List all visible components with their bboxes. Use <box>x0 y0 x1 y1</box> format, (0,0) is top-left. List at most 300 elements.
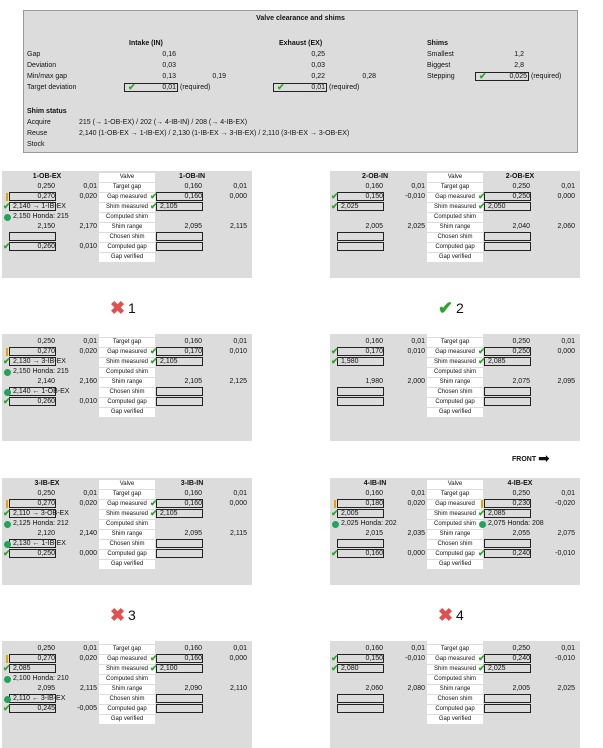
shim-measured-value: 2,105 <box>160 510 178 517</box>
target-gap-deviation: 0,01 <box>83 490 97 497</box>
row-label-gap-measured: Gap measured <box>99 193 155 202</box>
shim-range-high: 2,115 <box>230 223 247 230</box>
chosen-shim-field[interactable] <box>337 232 384 241</box>
valve-block-top <box>330 173 580 280</box>
row-label-computed-gap: Computed gap <box>99 705 155 714</box>
row-label-computed-shim: Computed shim <box>99 368 155 377</box>
biggest-value: 2,8 <box>514 62 524 69</box>
target-gap-value: 0,250 <box>37 183 55 190</box>
check-icon: ✔ <box>3 548 11 558</box>
target-gap-value: 0,160 <box>365 645 383 652</box>
in-target-value: 0,01 <box>162 84 176 91</box>
target-gap-value: 0,250 <box>512 490 530 497</box>
target-gap-value: 0,250 <box>37 645 55 652</box>
chosen-shim-field[interactable] <box>337 694 384 703</box>
check-icon: ✔ <box>478 663 486 673</box>
gap-measured-value: 0,150 <box>365 193 383 200</box>
target-gap-value: 0,160 <box>365 490 383 497</box>
ex-dev-value: 0,03 <box>311 62 325 69</box>
shim-range-low: 2,105 <box>184 378 202 385</box>
chosen-shim-field[interactable] <box>484 387 531 396</box>
row-label-computed-shim: Computed shim <box>427 675 483 684</box>
check-icon: ✔ <box>478 191 486 201</box>
shim-range-low: 2,120 <box>37 530 55 537</box>
computed-gap-deviation: 0,000 <box>79 550 97 557</box>
row-label-valve: Valve <box>427 480 483 489</box>
computed-shim-value: 2,150 Honda: 215 <box>13 368 69 375</box>
gap-measured-deviation: 0,020 <box>79 193 97 200</box>
in-min-value: 0,13 <box>162 73 176 80</box>
cylinder-panel-1 <box>2 171 252 441</box>
shim-measured-value: 2,085 <box>13 665 31 672</box>
check-icon: ✔ <box>150 663 158 673</box>
row-label-chosen-shim: Chosen shim <box>99 388 155 397</box>
shim-range-high: 2,025 <box>557 685 575 692</box>
row-label-gap-measured: Gap measured <box>427 655 483 664</box>
row-label-computed-gap: Computed gap <box>427 550 483 559</box>
green-dot-icon <box>4 389 11 396</box>
cylinder-status-area <box>330 278 580 334</box>
reuse-label: Reuse <box>27 130 48 137</box>
row-label-shim-range: Shim range <box>427 530 483 539</box>
in-max-value: 0,19 <box>212 73 226 80</box>
check-icon: ✔ <box>3 703 11 713</box>
target-gap-value: 0,160 <box>184 183 202 190</box>
computed-gap-deviation: -0,005 <box>77 705 97 712</box>
row-label-computed-shim: Computed shim <box>99 213 155 222</box>
chosen-shim-field[interactable] <box>484 539 531 548</box>
gap-measured-value: 0,270 <box>37 348 55 355</box>
target-gap-value: 0,250 <box>512 338 530 345</box>
green-dot-icon <box>4 214 11 221</box>
computed-gap-field[interactable] <box>484 397 531 406</box>
computed-gap-value: 0,240 <box>512 550 530 557</box>
gap-measured-deviation: 0,010 <box>229 348 247 355</box>
row-label-computed-gap: Computed gap <box>427 705 483 714</box>
exhaust-header: Exhaust (EX) <box>279 40 323 47</box>
computed-gap-value: 0,160 <box>365 550 383 557</box>
target-gap-deviation: 0,01 <box>233 183 247 190</box>
shim-range-high: 2,115 <box>80 685 97 692</box>
check-icon: ✔ <box>150 508 158 518</box>
gap-measured-deviation: 0,000 <box>229 500 247 507</box>
acquire-label: Acquire <box>27 119 51 126</box>
row-label-computed-gap: Computed gap <box>427 243 483 252</box>
shim-measured-value: 2,100 <box>160 665 178 672</box>
computed-gap-field[interactable] <box>484 704 531 713</box>
warning-bar-icon <box>481 500 483 508</box>
stock-label: Stock <box>27 141 45 148</box>
shim-measured-value: 1,980 <box>341 358 359 365</box>
row-label-gap-verified: Gap verified <box>99 715 155 724</box>
shim-range-low: 2,090 <box>184 685 202 692</box>
shim-measured-value: 2,105 <box>160 203 178 210</box>
check-icon: ✔ <box>478 356 486 366</box>
target-gap-value: 0,250 <box>37 338 55 345</box>
valve-title: 1-OB-IN <box>178 173 206 180</box>
row-label-shim-measured: Shim measured <box>427 358 483 367</box>
shim-range-low: 2,040 <box>512 223 530 230</box>
gap-measured-deviation: 0,000 <box>229 655 247 662</box>
gap-measured-value: 0,240 <box>512 655 530 662</box>
valve-title: 4-IB-EX <box>507 480 533 487</box>
row-label-shim-range: Shim range <box>427 223 483 232</box>
shim-range-high: 2,075 <box>557 530 575 537</box>
smallest-value: 1,2 <box>514 51 524 58</box>
row-label-shim-range: Shim range <box>427 685 483 694</box>
warning-bar-icon <box>6 500 8 508</box>
row-label-gap-measured: Gap measured <box>99 348 155 357</box>
target-gap-deviation: 0,01 <box>83 338 97 345</box>
check-icon: ✔ <box>478 508 486 518</box>
computed-gap-field[interactable] <box>156 549 203 558</box>
warning-bar-icon <box>334 500 336 508</box>
shim-range-high: 2,080 <box>407 685 425 692</box>
cylinder-number: 2 <box>456 300 464 316</box>
cylinder-number: 3 <box>128 607 136 623</box>
gap-measured-value: 0,230 <box>512 500 530 507</box>
target-gap-deviation: 0,01 <box>411 645 425 652</box>
gap-measured-deviation: -0,010 <box>405 655 425 662</box>
row-label-shim-measured: Shim measured <box>427 665 483 674</box>
cylinder-status-area <box>2 278 252 334</box>
chosen-shim-field[interactable] <box>484 694 531 703</box>
gap-measured-value: 0,160 <box>184 193 202 200</box>
shim-range-low: 2,060 <box>365 685 383 692</box>
check-icon: ✔ <box>438 298 454 318</box>
acquire-value: 215 (→ 1-OB-EX) / 202 (→ 4-IB-IN) / 208 (→ 4-IB-EX) <box>79 119 248 126</box>
check-icon: ✔ <box>3 508 11 518</box>
computed-gap-deviation: -0,010 <box>555 550 575 557</box>
row-label-chosen-shim: Chosen shim <box>99 695 155 704</box>
stepping-required-text: (required) <box>531 73 562 80</box>
gap-measured-deviation: 0,000 <box>557 348 575 355</box>
gap-measured-deviation: 0,020 <box>407 500 425 507</box>
target-gap-deviation: 0,01 <box>411 490 425 497</box>
shim-range-low: 2,055 <box>512 530 530 537</box>
chosen-shim-field[interactable] <box>156 232 203 241</box>
shim-range-high: 2,160 <box>79 378 97 385</box>
green-dot-icon <box>4 541 11 548</box>
gap-measured-value: 0,170 <box>184 348 202 355</box>
check-icon: ✔ <box>331 663 339 673</box>
computed-shim-value: 2,150 Honda: 215 <box>13 213 69 220</box>
cross-icon: ✖ <box>110 298 126 318</box>
chosen-shim-field[interactable] <box>156 539 203 548</box>
valve-block-top <box>2 173 252 280</box>
shim-range-low: 2,140 <box>37 378 55 385</box>
computed-gap-field[interactable] <box>156 704 203 713</box>
chosen-shim-field[interactable] <box>484 232 531 241</box>
check-icon: ✔ <box>331 653 339 663</box>
reuse-value: 2,140 (1-OB-EX → 1-IB-EX) / 2,130 (1-IB-EX → 3-IB-EX) / 2,110 (3-IB-EX → 3-OB-EX) <box>79 130 350 137</box>
computed-gap-field[interactable] <box>156 397 203 406</box>
target-gap-value: 0,160 <box>365 338 383 345</box>
shim-measured-value: 2,140 → 1-IB-EX <box>13 203 66 210</box>
check-icon: ✔ <box>331 346 339 356</box>
row-label-chosen-shim: Chosen shim <box>427 540 483 549</box>
computed-gap-field[interactable] <box>337 704 384 713</box>
computed-gap-value: 0,260 <box>37 398 55 405</box>
shim-range-low: 2,150 <box>37 223 55 230</box>
check-icon: ✔ <box>331 548 339 558</box>
row-label-target-gap: Target gap <box>427 338 483 347</box>
gap-label: Gap <box>27 51 41 58</box>
gap-measured-deviation: 0,000 <box>229 193 247 200</box>
check-icon: ✔ <box>3 663 11 673</box>
row-label-shim-measured: Shim measured <box>427 510 483 519</box>
target-gap-deviation: 0,01 <box>561 338 575 345</box>
shim-range-high: 2,095 <box>557 378 575 385</box>
shim-range-high: 2,000 <box>407 378 425 385</box>
shim-measured-value: 2,025 <box>488 665 506 672</box>
cylinder-status-area <box>330 585 580 641</box>
target-gap-value: 0,160 <box>184 645 202 652</box>
green-dot-icon <box>4 676 11 683</box>
row-label-computed-shim: Computed shim <box>427 520 483 529</box>
shims-header: Shims <box>427 40 449 47</box>
check-icon: ✔ <box>150 653 158 663</box>
minmax-label: Min/max gap <box>27 73 68 80</box>
cylinder-panel-3 <box>2 478 252 748</box>
target-gap-deviation: 0,01 <box>411 338 425 345</box>
ex-target-value: 0,01 <box>311 84 325 91</box>
shim-range-low: 1,980 <box>365 378 383 385</box>
valve-title: 1-OB-EX <box>32 173 62 180</box>
row-label-gap-measured: Gap measured <box>99 655 155 664</box>
green-dot-icon <box>4 696 11 703</box>
shim-range-high: 2,170 <box>79 223 97 230</box>
shim-measured-value: 2,080 <box>341 665 359 672</box>
shim-range-high: 2,025 <box>407 223 425 230</box>
target-gap-value: 0,160 <box>184 490 202 497</box>
row-label-shim-range: Shim range <box>99 223 155 232</box>
gap-measured-value: 0,250 <box>512 348 530 355</box>
computed-shim-value: 2,125 Honda: 212 <box>13 520 69 527</box>
row-label-chosen-shim: Chosen shim <box>427 388 483 397</box>
computed-gap-deviation: 0,010 <box>79 398 97 405</box>
check-icon: ✔ <box>3 241 11 251</box>
shim-range-high: 2,035 <box>407 530 425 537</box>
check-icon: ✔ <box>478 653 486 663</box>
stepping-value: 0,025 <box>509 73 527 80</box>
cross-icon: ✖ <box>110 605 126 625</box>
check-icon: ✔ <box>331 508 339 518</box>
target-gap-deviation: 0,01 <box>411 183 425 190</box>
chosen-shim-value: 2,140 ← 1-OB-EX <box>13 388 70 395</box>
check-icon: ✔ <box>150 346 158 356</box>
check-icon: ✔ <box>478 201 486 211</box>
valve-title: 2-OB-EX <box>505 173 535 180</box>
row-label-computed-gap: Computed gap <box>427 398 483 407</box>
shim-range-high: 2,115 <box>230 530 247 537</box>
row-label-target-gap: Target gap <box>99 338 155 347</box>
intake-header: Intake (IN) <box>129 40 163 47</box>
check-icon: ✔ <box>331 356 339 366</box>
row-label-computed-shim: Computed shim <box>99 675 155 684</box>
row-label-gap-verified: Gap verified <box>427 715 483 724</box>
computed-shim-value: 2,100 Honda: 210 <box>13 675 69 682</box>
shim-measured-value: 2,110 → 3-OB-EX <box>13 510 69 517</box>
chosen-shim-value: 2,130 ← 1-IB-EX <box>13 540 66 547</box>
row-label-computed-gap: Computed gap <box>99 550 155 559</box>
gap-measured-deviation: 0,020 <box>79 348 97 355</box>
cylinder-number: 1 <box>128 300 136 316</box>
chosen-shim-field[interactable] <box>156 694 203 703</box>
green-dot-icon <box>4 369 11 376</box>
check-icon: ✔ <box>3 396 11 406</box>
target-gap-value: 0,250 <box>512 645 530 652</box>
row-label-gap-verified: Gap verified <box>99 408 155 417</box>
target-gap-deviation: 0,01 <box>233 490 247 497</box>
gap-measured-value: 0,160 <box>184 500 202 507</box>
shim-measured-value: 2,085 <box>488 358 506 365</box>
in-gap-value: 0,16 <box>162 51 176 58</box>
computed-gap-value: 0,250 <box>37 550 55 557</box>
target-deviation-label: Target deviation <box>27 84 77 91</box>
ex-gap-value: 0,25 <box>311 51 325 58</box>
check-icon: ✔ <box>3 356 11 366</box>
row-label-gap-measured: Gap measured <box>427 348 483 357</box>
valve-title: 3-IB-IN <box>180 480 204 487</box>
shim-range-low: 2,075 <box>512 378 530 385</box>
row-label-target-gap: Target gap <box>99 645 155 654</box>
valve-title: 4-IB-IN <box>363 480 387 487</box>
cylinder-panel-4 <box>330 478 580 748</box>
cylinder-number: 4 <box>456 607 464 623</box>
gap-measured-deviation: 0,010 <box>407 348 425 355</box>
target-gap-value: 0,250 <box>37 490 55 497</box>
shim-range-high: 2,060 <box>557 223 575 230</box>
chosen-shim-field[interactable] <box>9 232 56 241</box>
green-dot-icon <box>4 521 11 528</box>
chosen-shim-field[interactable] <box>156 387 203 396</box>
target-gap-deviation: 0,01 <box>83 645 97 652</box>
cylinder-panel-2 <box>330 171 580 441</box>
row-label-shim-measured: Shim measured <box>99 665 155 674</box>
shim-measured-value: 2,130 → 3-IB-EX <box>13 358 66 365</box>
green-dot-icon <box>332 521 339 528</box>
row-label-target-gap: Target gap <box>99 183 155 192</box>
row-label-gap-verified: Gap verified <box>99 560 155 569</box>
row-label-gap-measured: Gap measured <box>427 500 483 509</box>
gap-measured-value: 0,160 <box>184 655 202 662</box>
target-gap-value: 0,250 <box>512 183 530 190</box>
computed-gap-field[interactable] <box>484 242 531 251</box>
row-label-shim-range: Shim range <box>99 685 155 694</box>
cross-icon: ✖ <box>438 605 454 625</box>
row-label-computed-shim: Computed shim <box>99 520 155 529</box>
row-label-valve: Valve <box>99 173 155 182</box>
gap-measured-deviation: 0,020 <box>79 655 97 662</box>
valve-block-bottom <box>330 635 580 742</box>
check-icon: ✔ <box>478 548 486 558</box>
row-label-shim-measured: Shim measured <box>99 358 155 367</box>
stepping-label: Stepping <box>427 73 455 80</box>
row-label-computed-shim: Computed shim <box>427 213 483 222</box>
in-required-text: (required) <box>180 84 211 91</box>
row-label-gap-verified: Gap verified <box>427 253 483 262</box>
chosen-shim-field[interactable] <box>337 539 384 548</box>
valve-block-top <box>2 480 252 587</box>
ex-required-text: (required) <box>329 84 360 91</box>
target-gap-deviation: 0,01 <box>233 338 247 345</box>
computed-shim-value: 2,075 Honda: 208 <box>488 520 544 527</box>
valve-block-bottom <box>2 328 252 435</box>
check-icon: ✔ <box>277 82 285 92</box>
shim-range-low: 2,095 <box>184 530 202 537</box>
shim-measured-value: 2,050 <box>488 203 506 210</box>
valve-title: 3-IB-EX <box>34 480 60 487</box>
gap-measured-deviation: -0,010 <box>405 193 425 200</box>
chosen-shim-field[interactable] <box>337 387 384 396</box>
ex-max-value: 0,28 <box>362 73 376 80</box>
smallest-label: Smallest <box>427 51 454 58</box>
gap-measured-value: 0,180 <box>365 500 383 507</box>
row-label-chosen-shim: Chosen shim <box>427 695 483 704</box>
gap-measured-deviation: -0,010 <box>555 655 575 662</box>
shim-range-high: 2,110 <box>230 685 247 692</box>
cylinder-status-area <box>2 585 252 641</box>
computed-gap-field[interactable] <box>337 242 384 251</box>
row-label-shim-measured: Shim measured <box>99 203 155 212</box>
computed-gap-value: 0,245 <box>37 705 55 712</box>
row-label-chosen-shim: Chosen shim <box>99 540 155 549</box>
shim-measured-value: 2,085 <box>488 510 506 517</box>
row-label-gap-measured: Gap measured <box>99 500 155 509</box>
gap-measured-deviation: 0,000 <box>557 193 575 200</box>
deviation-label: Deviation <box>27 62 57 69</box>
row-label-gap-verified: Gap verified <box>99 253 155 262</box>
shim-measured-value: 2,105 <box>160 358 178 365</box>
row-label-gap-verified: Gap verified <box>427 408 483 417</box>
shim-range-high: 2,140 <box>79 530 97 537</box>
in-dev-value: 0,03 <box>162 62 176 69</box>
arrow-right-icon: ➡ <box>538 450 550 466</box>
front-label: FRONT <box>512 456 537 463</box>
check-icon: ✔ <box>478 346 486 356</box>
gap-measured-value: 0,170 <box>365 348 383 355</box>
computed-gap-deviation: 0,010 <box>79 243 97 250</box>
gap-measured-value: 0,250 <box>512 193 530 200</box>
shim-range-high: 2,125 <box>229 378 247 385</box>
shim-measured-value: 2,005 <box>341 510 359 517</box>
gap-measured-deviation: -0,020 <box>555 500 575 507</box>
shim-range-low: 2,095 <box>37 685 55 692</box>
gap-measured-value: 0,270 <box>37 193 55 200</box>
gap-measured-value: 0,270 <box>37 500 55 507</box>
check-icon: ✔ <box>150 191 158 201</box>
row-label-computed-shim: Computed shim <box>427 368 483 377</box>
row-label-chosen-shim: Chosen shim <box>99 233 155 242</box>
shim-range-low: 2,005 <box>512 685 530 692</box>
check-icon: ✔ <box>479 71 487 81</box>
row-label-target-gap: Target gap <box>427 645 483 654</box>
target-gap-deviation: 0,01 <box>561 490 575 497</box>
computed-gap-field[interactable] <box>156 242 203 251</box>
row-label-chosen-shim: Chosen shim <box>427 233 483 242</box>
row-label-target-gap: Target gap <box>427 490 483 499</box>
target-gap-deviation: 0,01 <box>561 183 575 190</box>
row-label-gap-verified: Gap verified <box>427 560 483 569</box>
target-gap-deviation: 0,01 <box>233 645 247 652</box>
warning-bar-icon <box>6 655 8 663</box>
valve-block-bottom <box>330 328 580 435</box>
ex-min-value: 0,22 <box>311 73 325 80</box>
row-label-computed-gap: Computed gap <box>99 243 155 252</box>
computed-gap-field[interactable] <box>337 397 384 406</box>
check-icon: ✔ <box>150 201 158 211</box>
